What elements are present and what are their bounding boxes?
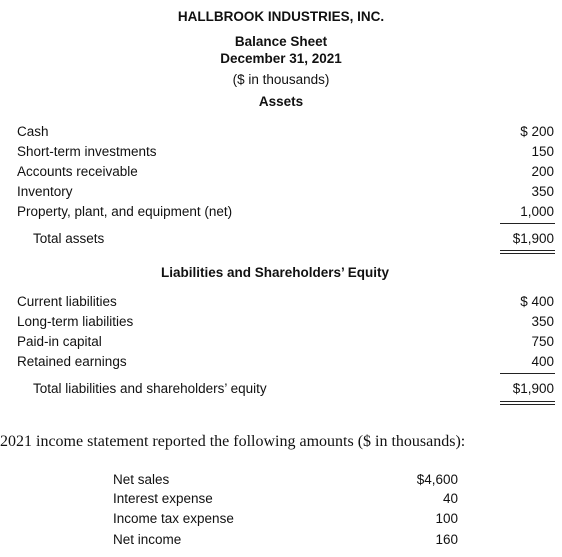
asset-row-value: 150 (531, 144, 554, 159)
income-row-label: Income tax expense (113, 511, 234, 526)
income-statement-intro: 2021 income statement reported the following amounts ($ in thousands): (0, 433, 466, 450)
income-row-label: Net sales (113, 472, 170, 487)
subtotal-rule (500, 223, 555, 224)
income-row-value: 100 (435, 511, 458, 526)
liability-row-label: Long-term liabilities (17, 314, 134, 329)
statement-title: Balance Sheet (234, 34, 328, 49)
total-assets-label: Total assets (33, 231, 105, 246)
double-rule-bottom (500, 253, 555, 254)
income-row-value: $4,600 (416, 472, 458, 487)
assets-heading: Assets (258, 94, 304, 109)
asset-row-label: Inventory (17, 184, 73, 199)
income-row-label: Interest expense (113, 491, 213, 506)
income-row-label: Net income (113, 532, 182, 547)
liability-row-value: 400 (531, 354, 554, 369)
asset-row-value: 350 (531, 184, 554, 199)
asset-row-value: 200 (531, 164, 554, 179)
asset-row-value: 1,000 (520, 204, 554, 219)
liability-row-label: Retained earnings (17, 354, 127, 369)
liability-row-value: 750 (531, 334, 554, 349)
asset-row-label: Property, plant, and equipment (net) (17, 204, 233, 219)
liabilities-heading: Liabilities and Shareholders’ Equity (161, 265, 390, 280)
units-note: ($ in thousands) (232, 72, 330, 87)
double-rule-top (500, 401, 555, 402)
income-row-value: 160 (435, 532, 458, 547)
asset-row-label: Accounts receivable (17, 164, 138, 179)
liability-row-value: $ 400 (520, 294, 554, 309)
asset-row-value: $ 200 (520, 124, 554, 139)
company-name: HALLBROOK INDUSTRIES, INC. (177, 9, 385, 24)
subtotal-rule (500, 373, 555, 374)
asset-row-label: Short-term investments (17, 144, 157, 159)
income-row-value: 40 (442, 491, 458, 506)
double-rule-bottom (500, 404, 555, 405)
statement-date: December 31, 2021 (220, 51, 342, 66)
liability-row-label: Paid-in capital (17, 334, 102, 349)
total-liabilities-label: Total liabilities and shareholders’ equity (33, 381, 267, 396)
asset-row-label: Cash (17, 124, 49, 139)
total-assets-value: $1,900 (512, 231, 554, 246)
liability-row-value: 350 (531, 314, 554, 329)
total-liabilities-value: $1,900 (512, 381, 554, 396)
liability-row-label: Current liabilities (17, 294, 117, 309)
double-rule-top (500, 250, 555, 251)
